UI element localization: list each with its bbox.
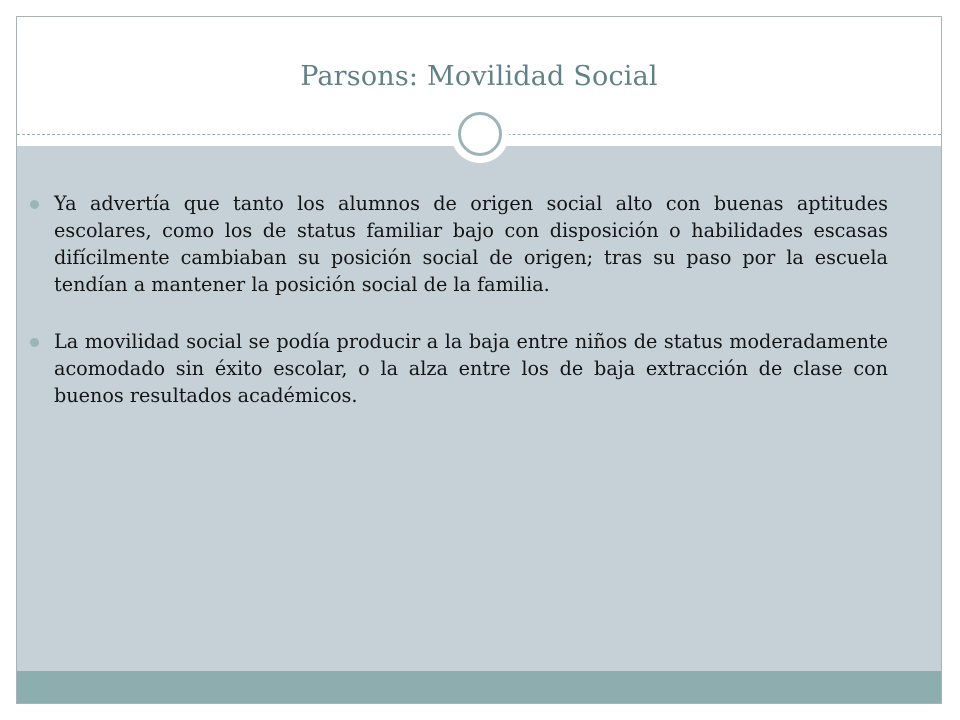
bullet-text: La movilidad social se podía producir a la baja entre niños de status moderadamente acomodado sin éxito escolar, o la alza entre los de baja extracción de clase con buenos resultados académicos.	[54, 330, 888, 407]
ring-inner	[458, 112, 502, 156]
slide-title: Parsons: Movilidad Social	[300, 61, 658, 92]
bullet-dot-icon	[30, 338, 39, 347]
bullet-item	[30, 190, 888, 298]
ring-icon	[451, 105, 509, 163]
bullet-text: Ya advertía que tanto los alumnos de origen social alto con buenas aptitudes escolares, como los de status familiar bajo con disposición o habilidades escasas difícilmente cambiaban su posición social de origen; tras su paso por la escuela tendían a mantener la posición social de la familia.	[54, 192, 888, 296]
bullet-dot-icon	[30, 200, 39, 209]
footer-bar	[17, 671, 941, 704]
bullet-item	[30, 328, 888, 409]
bullet-list	[30, 190, 888, 439]
